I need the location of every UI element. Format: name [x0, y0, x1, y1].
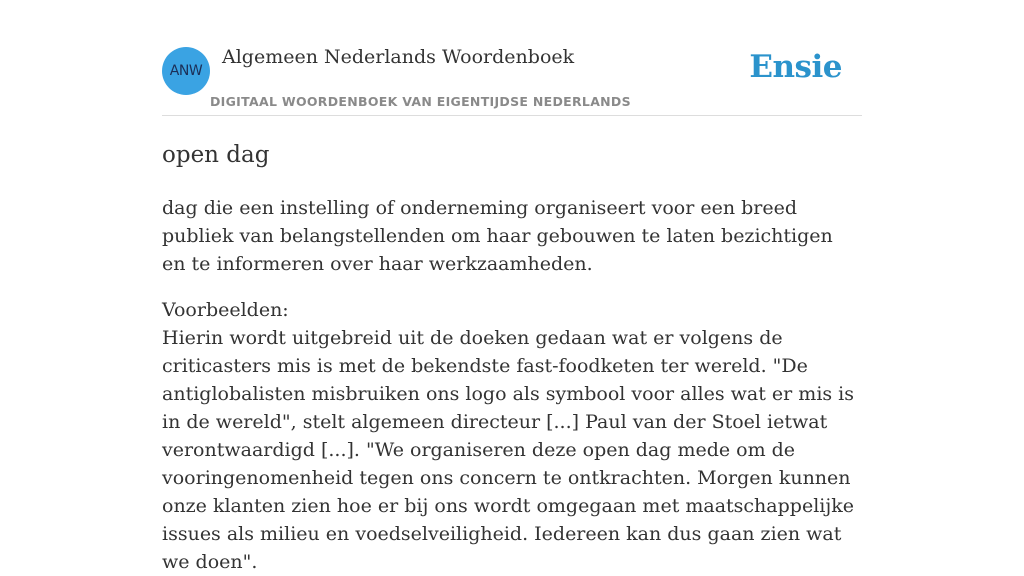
examples-label: Voorbeelden:: [162, 299, 289, 321]
anw-logo[interactable]: [162, 47, 210, 95]
example-text: Hierin wordt uitgebreid uit de doeken gedaan wat er volgens de criticasters mis is met de bekendste fast-foodketen ter wereld. "De antiglobalisten misbruiken ons logo als symbool voor alles wat er mis is in de wereld", stelt algemeen directeur [...] Paul van der Stoel ietwat verontwaardigd [...]. "We organiseren deze open dag mede om de vooringenomenheid tegen ons concern te ontkrachten. Morgen kunnen onze klanten zien hoe er bij ons wordt omgegaan met maatschappelijke issues als milieu en voedselveiligheid. Iedereen kan dus gaan zien wat we doen".: [162, 327, 855, 573]
site-title[interactable]: Algemeen Nederlands Woordenboek: [222, 46, 575, 68]
anw-logo-text: ANW: [169, 63, 203, 79]
site-header: [162, 0, 862, 116]
ensie-brand-link[interactable]: Ensie: [749, 49, 842, 85]
page: [162, 0, 862, 573]
site-subtitle: DIGITAAL WOORDENBOEK VAN EIGENTIJDSE NEDERLANDS: [210, 94, 631, 109]
entry-title: open dag: [162, 142, 270, 168]
entry-definition: dag die een instelling of onderneming organiseert voor een breed publiek van belangstellenden om haar gebouwen te laten bezichtigen en te informeren over haar werkzaamheden.: [162, 197, 833, 275]
